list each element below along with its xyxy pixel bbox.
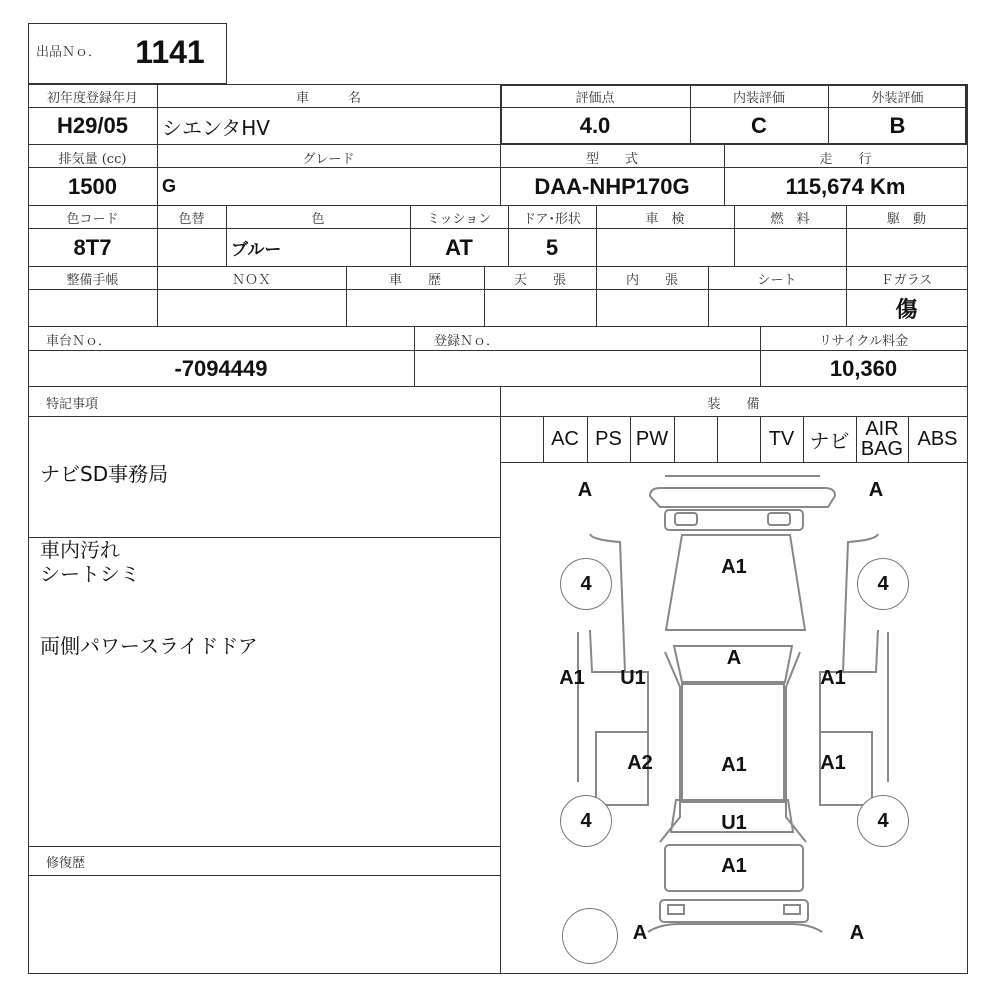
damage-hood: A1 — [721, 556, 747, 578]
car-name-label: 車 名 — [295, 90, 361, 106]
chassis-label: 車台Ｎｏ． — [46, 333, 112, 349]
damage-roof: A1 — [721, 754, 747, 776]
tire-rear-left: 4 — [560, 795, 612, 847]
model-value: DAA-NHP170G — [534, 173, 690, 199]
equipment-abs: ABS — [917, 427, 958, 450]
history-value — [346, 290, 484, 326]
color-value: ブルー — [231, 240, 282, 260]
equipment-label: 装 備 — [707, 396, 760, 412]
drive-value — [846, 229, 967, 266]
color-label: 色 — [311, 211, 325, 227]
remarks-label: 特記事項 — [46, 396, 99, 412]
equipment-blank-3 — [717, 416, 760, 462]
spare-tire-icon — [562, 908, 618, 964]
car-diagram — [500, 462, 968, 974]
car-name-value: シエンタHV — [162, 115, 270, 140]
fuel-label: 燃 料 — [770, 211, 810, 227]
damage-rear-seat: U1 — [721, 812, 747, 834]
damage-rear-left: A — [632, 922, 648, 944]
fuel-value — [734, 229, 846, 266]
tire-front-left: 4 — [560, 558, 612, 610]
tire-front-right: 4 — [857, 558, 909, 610]
color-code-value: 8T7 — [73, 234, 112, 260]
seat-value — [708, 290, 846, 326]
lot-label: 出品Ｎｏ． — [36, 44, 102, 60]
interior-trim-value — [596, 290, 708, 326]
chassis-value: -7094449 — [174, 355, 268, 381]
nox-label: ＮＯＸ — [231, 272, 271, 288]
equipment-tv: TV — [768, 427, 795, 450]
equipment-blank-2 — [674, 416, 717, 462]
lot-number: 1141 — [135, 33, 205, 70]
damage-tailgate: A1 — [721, 855, 747, 877]
nox-value — [157, 290, 346, 326]
color-code-label: 色コード — [66, 211, 119, 227]
interior-trim-label: 内 張 — [625, 272, 678, 288]
mileage-label: 走 行 — [819, 151, 872, 167]
service-book-label: 整備手帳 — [66, 272, 119, 288]
transmission-label: ミッション — [426, 211, 492, 227]
first-reg-label: 初年度登録年月 — [46, 90, 138, 106]
roof-label: 天 張 — [513, 272, 566, 288]
color-change-label: 色替 — [178, 211, 205, 227]
equipment-pw: PW — [635, 427, 669, 450]
history-label: 車 歴 — [388, 272, 441, 288]
doors-value: 5 — [545, 234, 559, 260]
transmission-value: AT — [445, 234, 473, 260]
registration-label: 登録Ｎｏ． — [434, 333, 500, 349]
displacement-label: 排気量 (cc) — [58, 151, 127, 167]
inspection-value — [596, 229, 734, 266]
damage-front-left: A — [577, 479, 593, 501]
recycle-value: 10,360 — [829, 355, 898, 381]
registration-value — [414, 351, 760, 386]
damage-rear-right: A — [849, 922, 865, 944]
inspection-label: 車 検 — [645, 211, 685, 227]
grade-label: グレード — [302, 151, 355, 167]
mileage-value: 115,674 Km — [785, 173, 906, 199]
tire-rear-right: 4 — [857, 795, 909, 847]
color-change-value — [157, 229, 226, 266]
equipment-blank-1 — [500, 416, 543, 462]
remarks-middle: 車内汚れ シートシミ 両側パワースライドドア — [40, 538, 258, 658]
damage-left-rear-door: A2 — [627, 752, 653, 774]
damage-right-rear-door: A1 — [820, 752, 846, 774]
score-value: 4.0 — [579, 113, 611, 138]
grade-value: G — [162, 176, 177, 196]
doors-label: ドア･形状 — [522, 211, 582, 227]
damage-front-right: A — [868, 479, 884, 501]
service-book-value — [28, 290, 157, 326]
exterior-value: B — [889, 113, 906, 138]
repair-label: 修復歴 — [46, 855, 86, 871]
model-label: 型 式 — [585, 151, 638, 167]
equipment-navi: ナビ — [809, 430, 850, 453]
displacement-value: 1500 — [68, 173, 117, 199]
drive-label: 駆 動 — [886, 211, 926, 227]
first-reg-value: H29/05 — [57, 113, 128, 138]
damage-left-front-door: A1 — [559, 667, 585, 689]
f-glass-value: 傷 — [895, 296, 918, 323]
equipment-airbag: AIR BAG — [860, 418, 904, 460]
equipment-ps: PS — [595, 427, 622, 450]
remarks-top: ナビSD事務局 — [40, 462, 169, 486]
damage-windshield: A — [726, 647, 742, 669]
equipment-ac: AC — [551, 427, 579, 450]
interior-value: C — [751, 113, 767, 138]
roof-value — [484, 290, 596, 326]
f-glass-label: Ｆガラス — [880, 272, 933, 288]
seat-label: シート — [757, 272, 797, 288]
exterior-label: 外装評価 — [871, 90, 924, 106]
damage-front-seat: U1 — [620, 667, 646, 689]
interior-label: 内装評価 — [732, 90, 785, 106]
recycle-label: リサイクル料金 — [818, 333, 909, 349]
damage-right-front-door: A1 — [820, 667, 846, 689]
score-label: 評価点 — [575, 90, 615, 106]
